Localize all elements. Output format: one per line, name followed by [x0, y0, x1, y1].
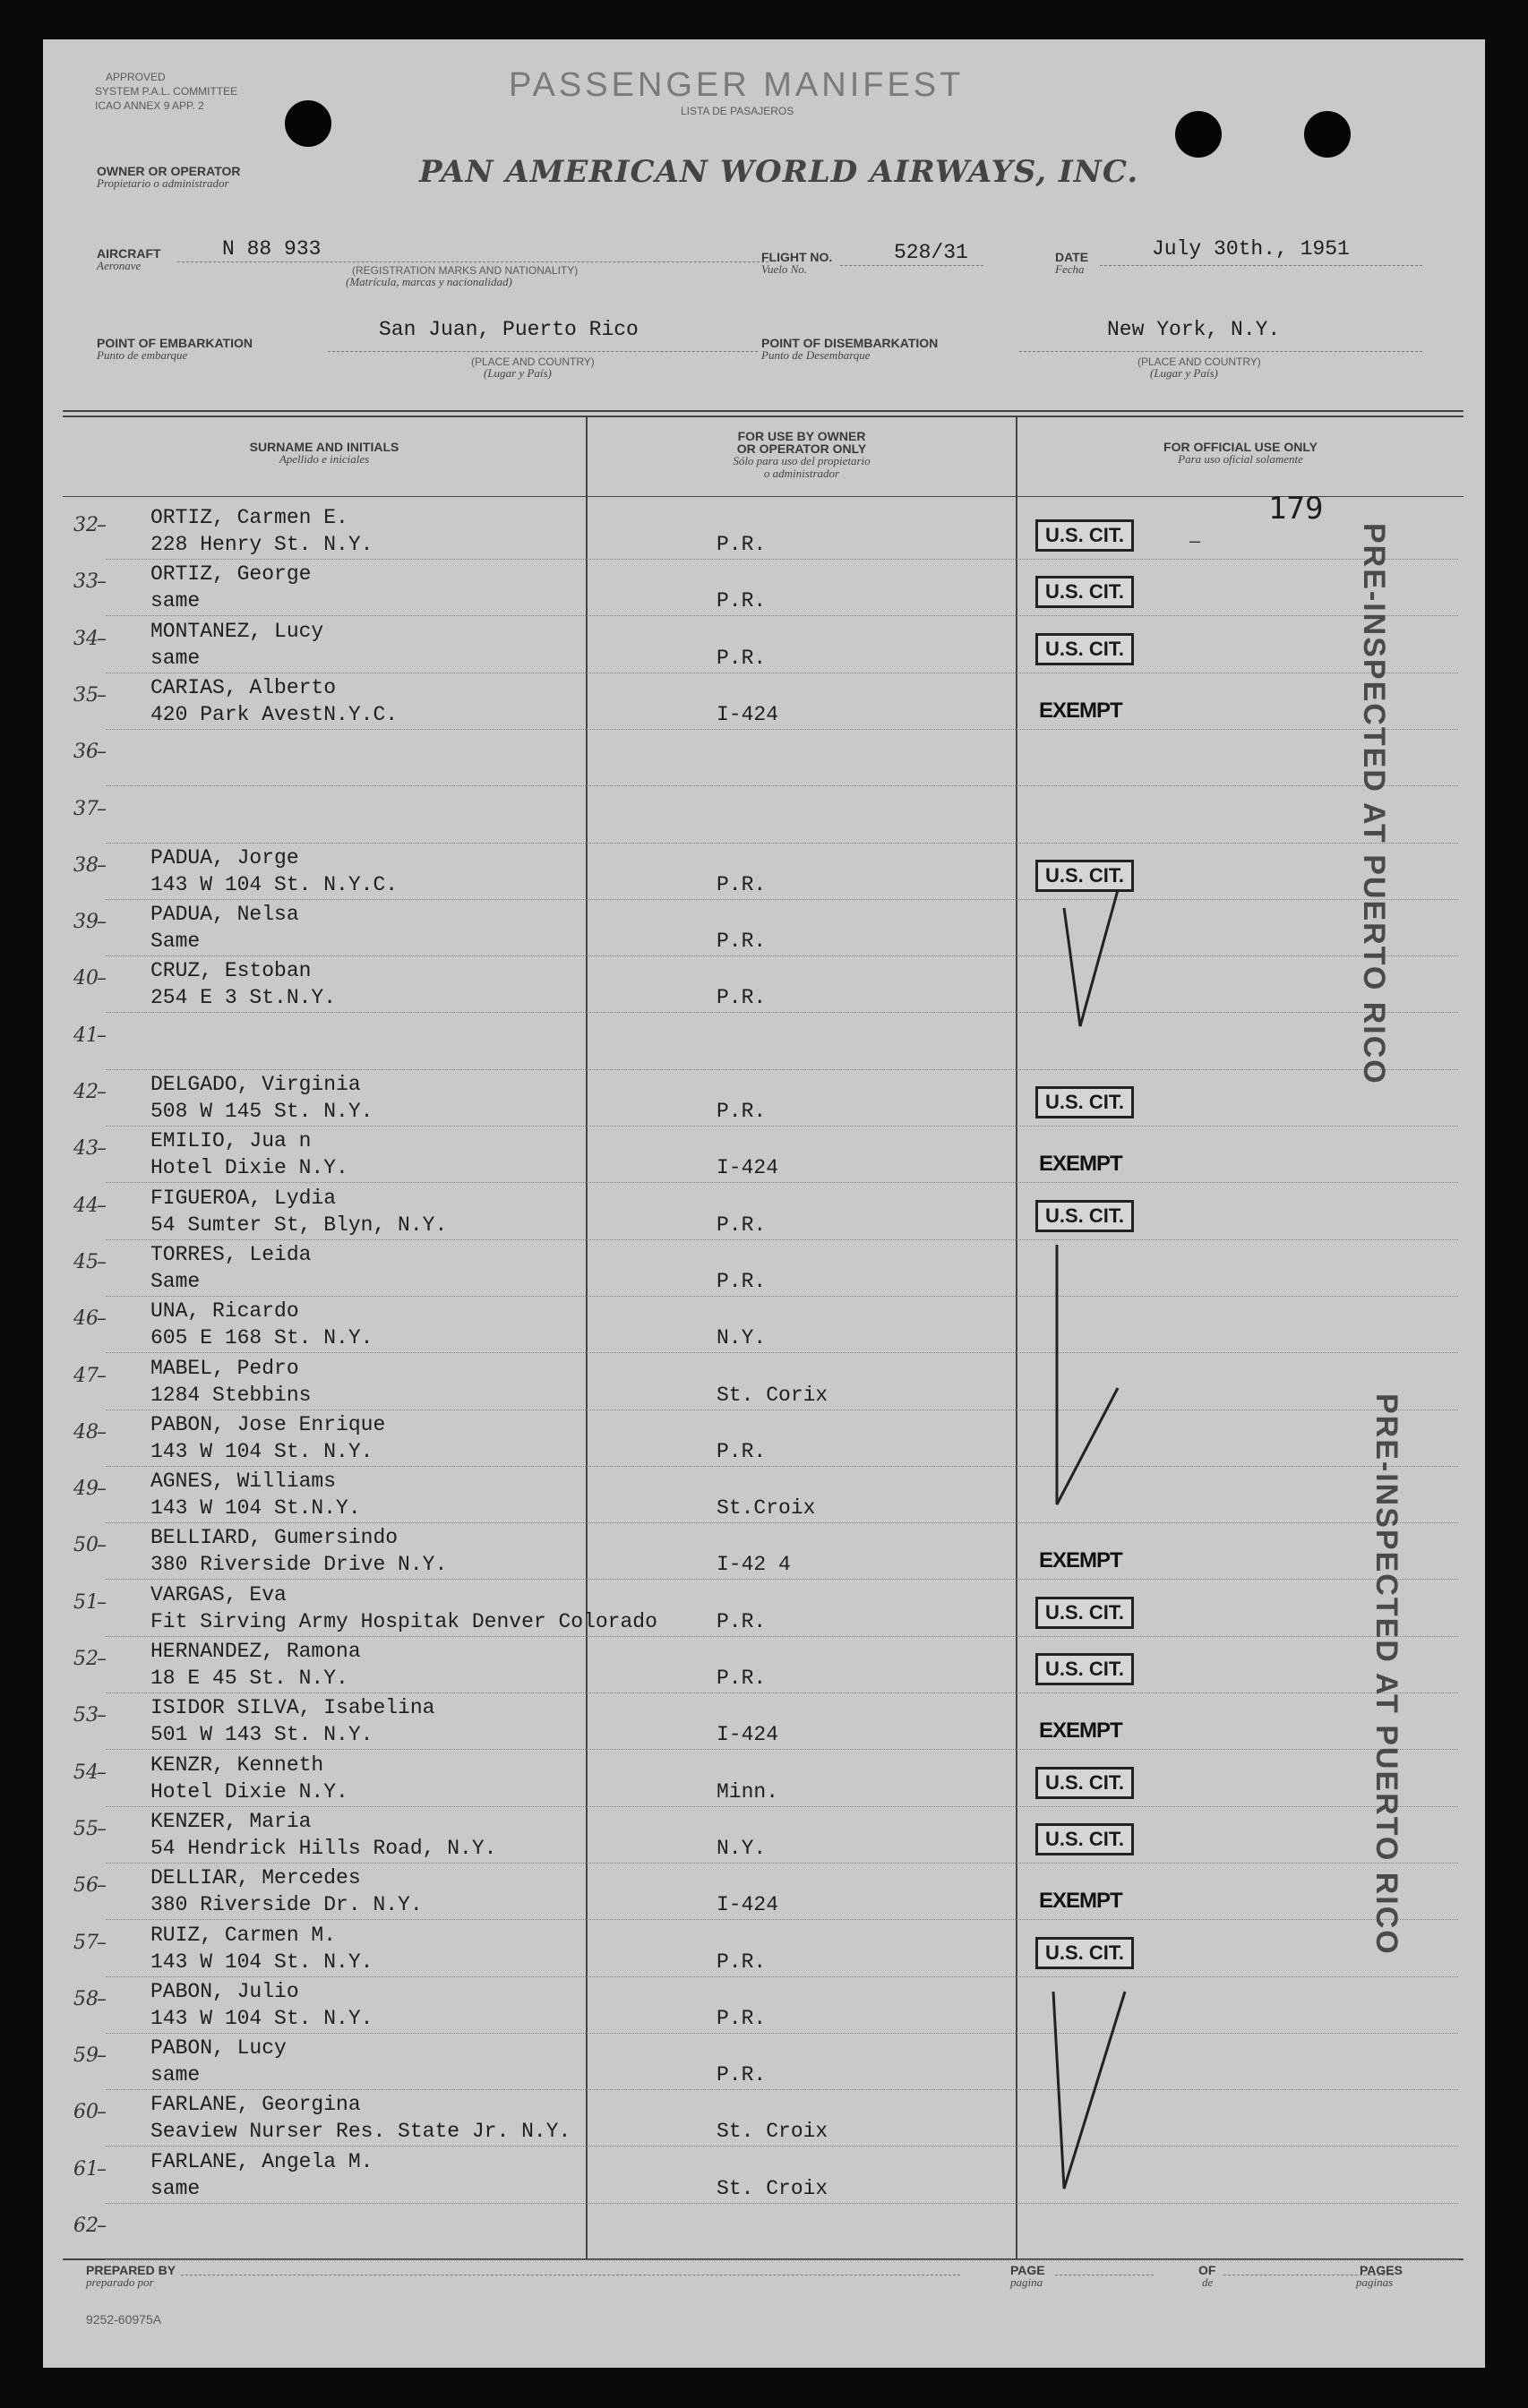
row-rule: [106, 1012, 1458, 1013]
row-number: 50: [73, 1534, 99, 1557]
embark-value: San Juan, Puerto Rico: [379, 318, 639, 341]
row-number: 45: [73, 1250, 99, 1273]
row-rule: [106, 1352, 1458, 1353]
form-title: PASSENGER MANIFEST: [509, 66, 965, 104]
passenger-address: 380 Riverside Drive N.Y.: [150, 1553, 448, 1577]
passenger-name: TORRES, Leida: [150, 1242, 312, 1266]
row-number-dash: –: [97, 1137, 107, 1161]
row-number: 46: [73, 1307, 99, 1331]
flight-label: FLIGHT NO.: [761, 250, 833, 264]
passenger-name: CARIAS, Alberto: [150, 675, 337, 699]
row-number-dash: –: [97, 2157, 107, 2181]
passenger-name: ORTIZ, Carmen E.: [150, 506, 348, 529]
column-header-official: FOR OFFICIAL USE ONLY Para uso oficial solamente: [1163, 440, 1318, 466]
row-number-dash: –: [97, 1931, 107, 1954]
passenger-address: Fit Sirving Army Hospitak Denver Colorado: [150, 1609, 657, 1633]
approval-line: ICAO ANNEX 9 APP. 2: [95, 99, 204, 112]
passenger-name: ORTIZ, George: [150, 562, 312, 587]
exempt-stamp: EXEMPT: [1039, 698, 1122, 723]
row-number-dash: –: [97, 514, 107, 536]
us-citizen-stamp: U.S. CIT.: [1035, 519, 1134, 552]
disembark-value: New York, N.Y.: [1107, 318, 1281, 341]
passenger-name: RUIZ, Carmen M.: [150, 1923, 337, 1947]
passenger-address: 54 Sumter St, Blyn, N.Y.: [150, 1213, 448, 1237]
passenger-name: BELLIARD, Gumersindo: [150, 1526, 399, 1550]
aircraft-label-es: Aeronave: [97, 259, 142, 272]
us-citizen-stamp: U.S. CIT.: [1035, 1653, 1134, 1685]
of-label-es: de: [1202, 2275, 1214, 2289]
approval-line: APPROVED: [106, 71, 166, 83]
row-rule: [106, 2033, 1458, 2034]
pre-inspected-stamp: PRE-INSPECTED AT PUERTO RICO: [1369, 1393, 1404, 1956]
row-number-dash: –: [97, 1478, 107, 1501]
row-number: 55: [73, 1817, 99, 1840]
passenger-name: PABON, Lucy: [150, 2036, 287, 2061]
row-number-dash: –: [97, 1024, 107, 1047]
row-number: 51: [73, 1590, 99, 1614]
date-value: July 30th., 1951: [1152, 237, 1350, 261]
row-number-dash: –: [97, 1648, 107, 1670]
column-divider: [1016, 416, 1017, 2258]
owner-use-value: I-424: [717, 1893, 779, 1917]
passenger-name: MABEL, Pedro: [150, 1356, 299, 1380]
row-number-dash: –: [97, 797, 107, 820]
row-number-dash: –: [97, 1081, 107, 1103]
row-number-dash: –: [97, 1761, 107, 1784]
embark-label-es: Punto de embarque: [97, 348, 188, 362]
passenger-name: KENZR, Kenneth: [150, 1752, 324, 1777]
row-number: 59: [73, 2044, 99, 2068]
aircraft-label: AIRCRAFT: [97, 246, 161, 261]
pre-inspected-stamp: PRE-INSPECTED AT PUERTO RICO: [1357, 523, 1391, 1085]
us-citizen-stamp: U.S. CIT.: [1035, 860, 1134, 892]
column-divider: [586, 416, 588, 2258]
row-rule: [106, 1239, 1458, 1240]
pages-label: PAGES: [1360, 2263, 1403, 2277]
row-number: 56: [73, 1874, 99, 1898]
row-number: 39: [73, 911, 99, 934]
row-number: 35: [73, 683, 99, 707]
row-number: 40: [73, 967, 99, 990]
row-rule: [106, 1296, 1458, 1297]
passenger-name: PABON, Julio: [150, 1979, 299, 2003]
passenger-address: 54 Hendrick Hills Road, N.Y.: [150, 1836, 497, 1860]
row-number-dash: –: [97, 2215, 107, 2237]
owner-use-value: St. Croix: [717, 2176, 828, 2200]
row-rule: [106, 1919, 1458, 1920]
check-mark-icon: [1044, 1956, 1134, 2198]
row-number: 36: [73, 741, 99, 764]
row-number-dash: –: [97, 911, 107, 934]
row-rule: [106, 1182, 1458, 1183]
owner-use-value: Minn.: [717, 1779, 779, 1804]
passenger-name: PADUA, Nelsa: [150, 903, 299, 927]
disembark-sub-es: (Lugar y País): [1150, 366, 1218, 380]
owner-use-value: P.R.: [717, 1950, 767, 1974]
row-number: 62: [73, 2215, 99, 2237]
row-number-dash: –: [97, 627, 107, 650]
row-number-dash: –: [97, 853, 107, 877]
owner-use-value: I-42 4: [717, 1553, 791, 1577]
owner-use-value: N.Y.: [717, 1326, 767, 1350]
row-number-dash: –: [97, 1250, 107, 1273]
row-number: 42: [73, 1081, 99, 1103]
us-citizen-stamp: U.S. CIT.: [1035, 633, 1134, 665]
prepared-label-es: preparado por: [86, 2275, 154, 2289]
passenger-name: DELLIAR, Mercedes: [150, 1866, 361, 1890]
passenger-name: ISIDOR SILVA, Isabelina: [150, 1696, 435, 1720]
row-number-dash: –: [97, 1534, 107, 1557]
owner-use-value: P.R.: [717, 872, 767, 896]
passenger-address: 1284 Stebbins: [150, 1383, 312, 1407]
row-number-dash: –: [97, 1987, 107, 2010]
form-number: 9252-60975A: [86, 2312, 162, 2327]
of-label: OF: [1198, 2263, 1216, 2277]
page-count: 179: [1268, 491, 1324, 527]
embark-label: POINT OF EMBARKATION: [97, 336, 253, 350]
owner-use-value: P.R.: [717, 646, 767, 670]
punch-hole: [285, 100, 331, 147]
row-number: 44: [73, 1194, 99, 1217]
owner-use-value: P.R.: [717, 533, 767, 556]
us-citizen-stamp: U.S. CIT.: [1035, 1823, 1134, 1855]
row-rule: [106, 559, 1458, 560]
row-rule: [106, 729, 1458, 730]
disembark-label-es: Punto de Desembarque: [761, 348, 871, 362]
owner-use-value: I-424: [717, 1156, 779, 1180]
check-mark-icon: [1046, 1236, 1127, 1513]
page-label-es: pagina: [1010, 2275, 1043, 2289]
row-number-dash: –: [97, 1194, 107, 1217]
row-number: 38: [73, 853, 99, 877]
owner-use-value: N.Y.: [717, 1836, 767, 1860]
passenger-address: 254 E 3 St.N.Y.: [150, 986, 337, 1010]
row-number: 60: [73, 2101, 99, 2124]
form-title-es: LISTA DE PASAJEROS: [681, 105, 794, 117]
us-citizen-stamp: U.S. CIT.: [1035, 1767, 1134, 1799]
passenger-name: PABON, Jose Enrique: [150, 1412, 386, 1436]
approval-line: SYSTEM P.A.L. COMMITTEE: [95, 85, 238, 98]
passenger-address: same: [150, 2063, 201, 2087]
row-rule: [106, 1806, 1458, 1807]
passenger-name: MONTANEZ, Lucy: [150, 619, 324, 643]
row-rule: [106, 955, 1458, 956]
passenger-name: FIGUEROA, Lydia: [150, 1186, 337, 1210]
row-number: 41: [73, 1024, 99, 1047]
row-number-dash: –: [97, 570, 107, 594]
page-count-mark: –: [1189, 530, 1201, 552]
passenger-name: AGNES, Williams: [150, 1470, 337, 1494]
row-rule: [106, 2203, 1458, 2204]
owner-use-value: P.R.: [717, 1269, 767, 1293]
embark-sub-es: (Lugar y País): [484, 366, 552, 380]
row-number: 61: [73, 2157, 99, 2181]
row-number-dash: –: [97, 1874, 107, 1898]
owner-use-value: P.R.: [717, 1609, 767, 1633]
row-number: 49: [73, 1478, 99, 1501]
exempt-stamp: EXEMPT: [1039, 1152, 1122, 1177]
flight-label-es: Vuelo No.: [761, 262, 808, 276]
row-rule: [106, 1522, 1458, 1523]
passenger-address: same: [150, 589, 201, 613]
row-rule: [106, 1692, 1458, 1693]
exempt-stamp: EXEMPT: [1039, 1718, 1122, 1744]
passenger-name: CRUZ, Estoban: [150, 959, 312, 983]
row-number-dash: –: [97, 1420, 107, 1444]
row-rule: [106, 1069, 1458, 1070]
passenger-name: EMILIO, Jua n: [150, 1129, 312, 1153]
row-number: 47: [73, 1364, 99, 1387]
row-number: 54: [73, 1761, 99, 1784]
passenger-address: 143 W 104 St. N.Y.: [150, 1950, 373, 1974]
row-number: 34: [73, 627, 99, 650]
row-number-dash: –: [97, 683, 107, 707]
row-number: 58: [73, 1987, 99, 2010]
aircraft-value: N 88 933: [222, 237, 322, 261]
owner-use-value: P.R.: [717, 1213, 767, 1237]
row-rule: [106, 1126, 1458, 1127]
row-rule: [106, 899, 1458, 900]
row-rule: [106, 2259, 1458, 2260]
passenger-address: Same: [150, 1269, 201, 1293]
passenger-name: PADUA, Jorge: [150, 845, 299, 870]
disembark-label: POINT OF DISEMBARKATION: [761, 336, 939, 350]
us-citizen-stamp: U.S. CIT.: [1035, 1086, 1134, 1118]
owner-use-value: St.Croix: [717, 1496, 816, 1521]
passenger-address: same: [150, 2176, 201, 2200]
passenger-address: 143 W 104 St. N.Y.C.: [150, 872, 399, 896]
passenger-name: FARLANE, Georgina: [150, 2093, 361, 2117]
row-rule: [106, 785, 1458, 786]
passenger-name: VARGAS, Eva: [150, 1582, 287, 1607]
row-rule: [106, 615, 1458, 616]
flight-value: 528/31: [894, 241, 968, 264]
table-top-rule: [63, 416, 1464, 417]
owner-label: OWNER OR OPERATOR: [97, 164, 241, 178]
owner-use-value: P.R.: [717, 930, 767, 954]
passenger-address: 501 W 143 St. N.Y.: [150, 1723, 373, 1747]
passenger-address: 143 W 104 St. N.Y.: [150, 2006, 373, 2030]
us-citizen-stamp: U.S. CIT.: [1035, 1200, 1134, 1232]
exempt-stamp: EXEMPT: [1039, 1548, 1122, 1573]
passenger-name: DELGADO, Virginia: [150, 1073, 361, 1096]
row-number-dash: –: [97, 1364, 107, 1387]
prepared-label: PREPARED BY: [86, 2263, 176, 2277]
passenger-name: KENZER, Maria: [150, 1809, 312, 1833]
row-number-dash: –: [97, 1817, 107, 1840]
passenger-name: UNA, Ricardo: [150, 1299, 299, 1324]
manifest-sheet: [43, 39, 1485, 2368]
row-number: 57: [73, 1931, 99, 1954]
row-rule: [106, 1749, 1458, 1750]
row-number: 48: [73, 1420, 99, 1444]
owner-use-value: P.R.: [717, 1667, 767, 1690]
check-mark-icon: [1055, 881, 1127, 1042]
embark-sub: (PLACE AND COUNTRY): [471, 356, 595, 368]
passenger-address: 380 Riverside Dr. N.Y.: [150, 1893, 423, 1917]
us-citizen-stamp: U.S. CIT.: [1035, 1937, 1134, 1969]
row-number-dash: –: [97, 2101, 107, 2124]
row-number: 37: [73, 797, 99, 820]
owner-use-value: P.R.: [717, 2006, 767, 2030]
column-header-owner: FOR USE BY OWNER OR OPERATOR ONLY Sólo para uso del propietario o administrador: [733, 429, 871, 480]
date-label: DATE: [1055, 250, 1089, 264]
passenger-address: Seaview Nurser Res. State Jr. N.Y.: [150, 2120, 571, 2144]
owner-use-value: I-424: [717, 1723, 779, 1747]
owner-use-value: St. Corix: [717, 1383, 828, 1407]
row-number-dash: –: [97, 967, 107, 990]
row-rule: [106, 1976, 1458, 1977]
row-rule: [106, 2089, 1458, 2090]
row-number: 52: [73, 1648, 99, 1670]
owner-use-value: I-424: [717, 702, 779, 726]
owner-label-es: Propietario o administrador: [97, 176, 229, 190]
passenger-address: 228 Henry St. N.Y.: [150, 533, 373, 556]
punch-hole: [1304, 111, 1351, 158]
passenger-name: HERNANDEZ, Ramona: [150, 1640, 361, 1663]
owner-use-value: P.R.: [717, 2063, 767, 2087]
column-header-name: SURNAME AND INITIALS Apellido e iniciales: [249, 440, 399, 466]
us-citizen-stamp: U.S. CIT.: [1035, 576, 1134, 608]
aircraft-sub-es: (Matrícula, marcas y nacionalidad): [346, 275, 512, 288]
row-number: 53: [73, 1704, 99, 1727]
page-label: PAGE: [1010, 2263, 1045, 2277]
row-number-dash: –: [97, 741, 107, 764]
row-number-dash: –: [97, 1590, 107, 1614]
disembark-sub: (PLACE AND COUNTRY): [1137, 356, 1261, 368]
date-label-es: Fecha: [1055, 262, 1085, 276]
punch-hole: [1175, 111, 1222, 158]
passenger-address: 508 W 145 St. N.Y.: [150, 1100, 373, 1123]
row-rule: [106, 1863, 1458, 1864]
row-number: 43: [73, 1137, 99, 1161]
passenger-name: FARLANE, Angela M.: [150, 2149, 373, 2173]
exempt-stamp: EXEMPT: [1039, 1889, 1122, 1914]
passenger-address: Hotel Dixie N.Y.: [150, 1156, 348, 1180]
row-number-dash: –: [97, 1704, 107, 1727]
row-number-dash: –: [97, 2044, 107, 2068]
passenger-address: Hotel Dixie N.Y.: [150, 1779, 348, 1804]
us-citizen-stamp: U.S. CIT.: [1035, 1597, 1134, 1629]
airline-name: PAN AMERICAN WORLD AIRWAYS, INC.: [419, 154, 1139, 190]
owner-use-value: P.R.: [717, 589, 767, 613]
owner-use-value: P.R.: [717, 1439, 767, 1463]
row-number-dash: –: [97, 1307, 107, 1331]
row-rule: [106, 1636, 1458, 1637]
row-rule: [106, 1466, 1458, 1467]
table-top-rule: [63, 410, 1464, 412]
aircraft-sub: (REGISTRATION MARKS AND NATIONALITY): [352, 264, 579, 277]
passenger-address: Same: [150, 930, 201, 954]
passenger-address: 143 W 104 St.N.Y.: [150, 1496, 361, 1521]
row-rule: [106, 1579, 1458, 1580]
row-rule: [106, 843, 1458, 844]
passenger-address: 143 W 104 St. N.Y.: [150, 1439, 373, 1463]
owner-use-value: P.R.: [717, 986, 767, 1010]
passenger-address: 420 Park AvestN.Y.C.: [150, 702, 399, 726]
pages-label-es: paginas: [1356, 2275, 1394, 2289]
passenger-address: same: [150, 646, 201, 670]
passenger-address: 605 E 168 St. N.Y.: [150, 1326, 373, 1350]
passenger-address: 18 E 45 St. N.Y.: [150, 1667, 348, 1690]
row-number: 33: [73, 570, 99, 594]
owner-use-value: P.R.: [717, 1100, 767, 1123]
row-rule: [106, 2146, 1458, 2147]
row-number: 32: [73, 514, 99, 536]
header-bottom-rule: [63, 496, 1464, 497]
owner-use-value: St. Croix: [717, 2120, 828, 2144]
